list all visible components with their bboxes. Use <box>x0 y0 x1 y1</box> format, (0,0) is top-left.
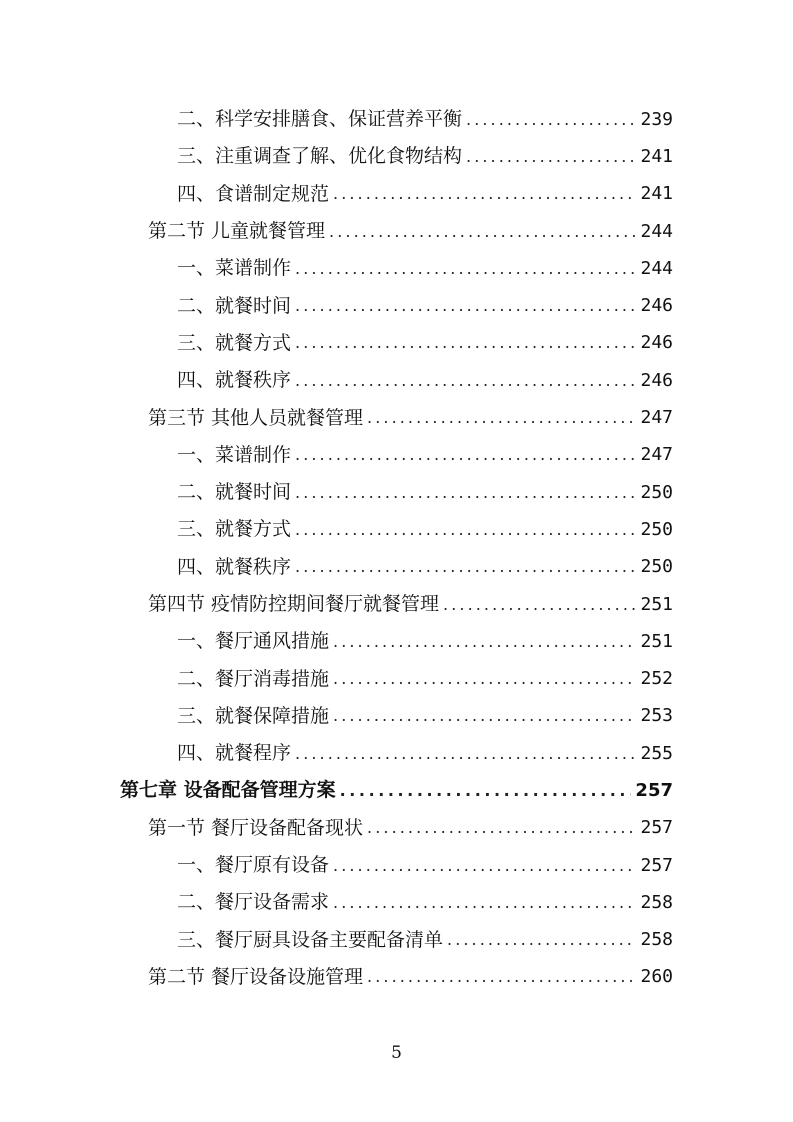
toc-entry-item[interactable] <box>0 735 793 772</box>
toc-entry-item[interactable] <box>0 287 793 324</box>
toc-entry-page: 258 <box>640 891 673 913</box>
toc-entry-page: 257 <box>635 779 673 801</box>
toc-entry-page: 250 <box>640 518 673 540</box>
dot-leader <box>333 671 636 687</box>
toc-entry-title: 四、就餐秩序 <box>177 555 292 578</box>
toc-entry-page: 247 <box>640 444 673 466</box>
toc-entry-page: 251 <box>640 593 673 615</box>
toc-entry-title: 第三节 其他人员就餐管理 <box>148 406 364 429</box>
toc-entry-section[interactable] <box>0 213 793 250</box>
dot-leader <box>295 447 636 463</box>
dot-leader <box>295 298 636 314</box>
toc-entry-title: 三、就餐保障措施 <box>177 704 330 727</box>
dot-leader <box>295 373 636 389</box>
toc-entry-item[interactable] <box>0 325 793 362</box>
toc-entry-page: 250 <box>640 556 673 578</box>
toc-entry-title: 四、就餐程序 <box>177 742 292 765</box>
toc-entry-title: 二、餐厅消毒措施 <box>177 667 330 690</box>
toc-entry-title: 第二节 餐厅设备设施管理 <box>148 965 364 988</box>
toc-entry-page: 257 <box>640 854 673 876</box>
toc-entry-title: 一、菜谱制作 <box>177 443 292 466</box>
toc-entry-item[interactable] <box>0 884 793 921</box>
toc-entry-page: 244 <box>640 257 673 279</box>
toc-entry-page: 257 <box>640 817 673 839</box>
toc-entry-title: 第二节 儿童就餐管理 <box>148 220 326 243</box>
toc-entry-item[interactable] <box>0 660 793 697</box>
toc-entry-page: 260 <box>640 966 673 988</box>
toc-entry-page: 255 <box>640 742 673 764</box>
toc-entry-item[interactable] <box>0 250 793 287</box>
dot-leader <box>295 261 636 277</box>
toc-entry-page: 239 <box>640 108 673 130</box>
dot-leader <box>367 969 636 985</box>
toc-entry-item[interactable] <box>0 474 793 511</box>
dot-leader <box>466 149 636 165</box>
toc-entry-item[interactable] <box>0 138 793 175</box>
dot-leader <box>333 895 636 911</box>
toc-entry-title: 二、科学安排膳食、保证营养平衡 <box>177 108 463 131</box>
toc-entry-item[interactable] <box>0 176 793 213</box>
dot-leader <box>295 746 636 762</box>
toc-entry-page: 251 <box>640 630 673 652</box>
dot-leader <box>367 410 636 426</box>
dot-leader <box>447 932 636 948</box>
toc-entry-page: 252 <box>640 668 673 690</box>
toc-entry-item[interactable] <box>0 101 793 138</box>
dot-leader <box>443 597 636 613</box>
toc-entry-chapter[interactable] <box>0 772 793 809</box>
toc-entry-title: 第四节 疫情防控期间餐厅就餐管理 <box>148 593 440 615</box>
toc-entry-page: 246 <box>640 295 673 317</box>
toc-entry-section[interactable] <box>0 959 793 996</box>
toc-entry-section[interactable] <box>0 399 793 436</box>
dot-leader <box>295 522 636 538</box>
toc-entry-item[interactable] <box>0 362 793 399</box>
toc-entry-page: 246 <box>640 332 673 354</box>
page-number: 5 <box>391 1043 402 1063</box>
dot-leader <box>295 335 636 351</box>
toc-entry-page: 244 <box>640 220 673 242</box>
dot-leader <box>340 783 632 799</box>
toc-entry-page: 246 <box>640 369 673 391</box>
toc-entry-title: 三、就餐方式 <box>177 331 292 354</box>
toc-entry-page: 250 <box>640 481 673 503</box>
toc-entry-item[interactable] <box>0 437 793 474</box>
dot-leader <box>329 224 636 240</box>
toc-entry-item[interactable] <box>0 922 793 959</box>
dot-leader <box>367 820 636 836</box>
toc-entry-section[interactable] <box>0 586 793 623</box>
toc-entry-page: 247 <box>640 407 673 429</box>
toc-entry-page: 241 <box>640 145 673 167</box>
toc-entry-section[interactable] <box>0 810 793 847</box>
dot-leader <box>333 708 636 724</box>
toc-entry-title: 二、就餐时间 <box>177 294 292 317</box>
dot-leader <box>295 559 636 575</box>
toc-entry-page: 258 <box>640 929 673 951</box>
toc-entry-page: 241 <box>640 183 673 205</box>
dot-leader <box>333 858 636 874</box>
toc-entry-title: 四、食谱制定规范 <box>177 182 330 205</box>
toc-entry-title: 二、就餐时间 <box>177 481 292 504</box>
toc-entry-item[interactable] <box>0 623 793 660</box>
toc-entry-item[interactable] <box>0 847 793 884</box>
dot-leader <box>333 186 636 202</box>
table-of-contents <box>0 101 793 996</box>
toc-entry-title: 第一节 餐厅设备配备现状 <box>148 816 364 839</box>
toc-entry-title: 三、就餐方式 <box>177 518 292 541</box>
dot-leader <box>466 112 636 128</box>
toc-entry-item[interactable] <box>0 698 793 735</box>
toc-entry-title: 一、餐厅通风措施 <box>177 630 330 653</box>
toc-entry-title: 二、餐厅设备需求 <box>177 891 330 914</box>
toc-entry-title: 一、餐厅原有设备 <box>177 854 330 877</box>
toc-entry-title: 三、注重调查了解、优化食物结构 <box>177 145 463 168</box>
toc-entry-title: 四、就餐秩序 <box>177 369 292 392</box>
toc-entry-item[interactable] <box>0 511 793 548</box>
toc-entry-item[interactable] <box>0 549 793 586</box>
toc-entry-page: 253 <box>640 705 673 727</box>
toc-entry-title: 一、菜谱制作 <box>177 257 292 280</box>
toc-entry-title: 第七章 设备配备管理方案 <box>120 779 336 802</box>
dot-leader <box>295 485 636 501</box>
toc-entry-title: 三、餐厅厨具设备主要配备清单 <box>177 928 444 951</box>
dot-leader <box>333 634 636 650</box>
